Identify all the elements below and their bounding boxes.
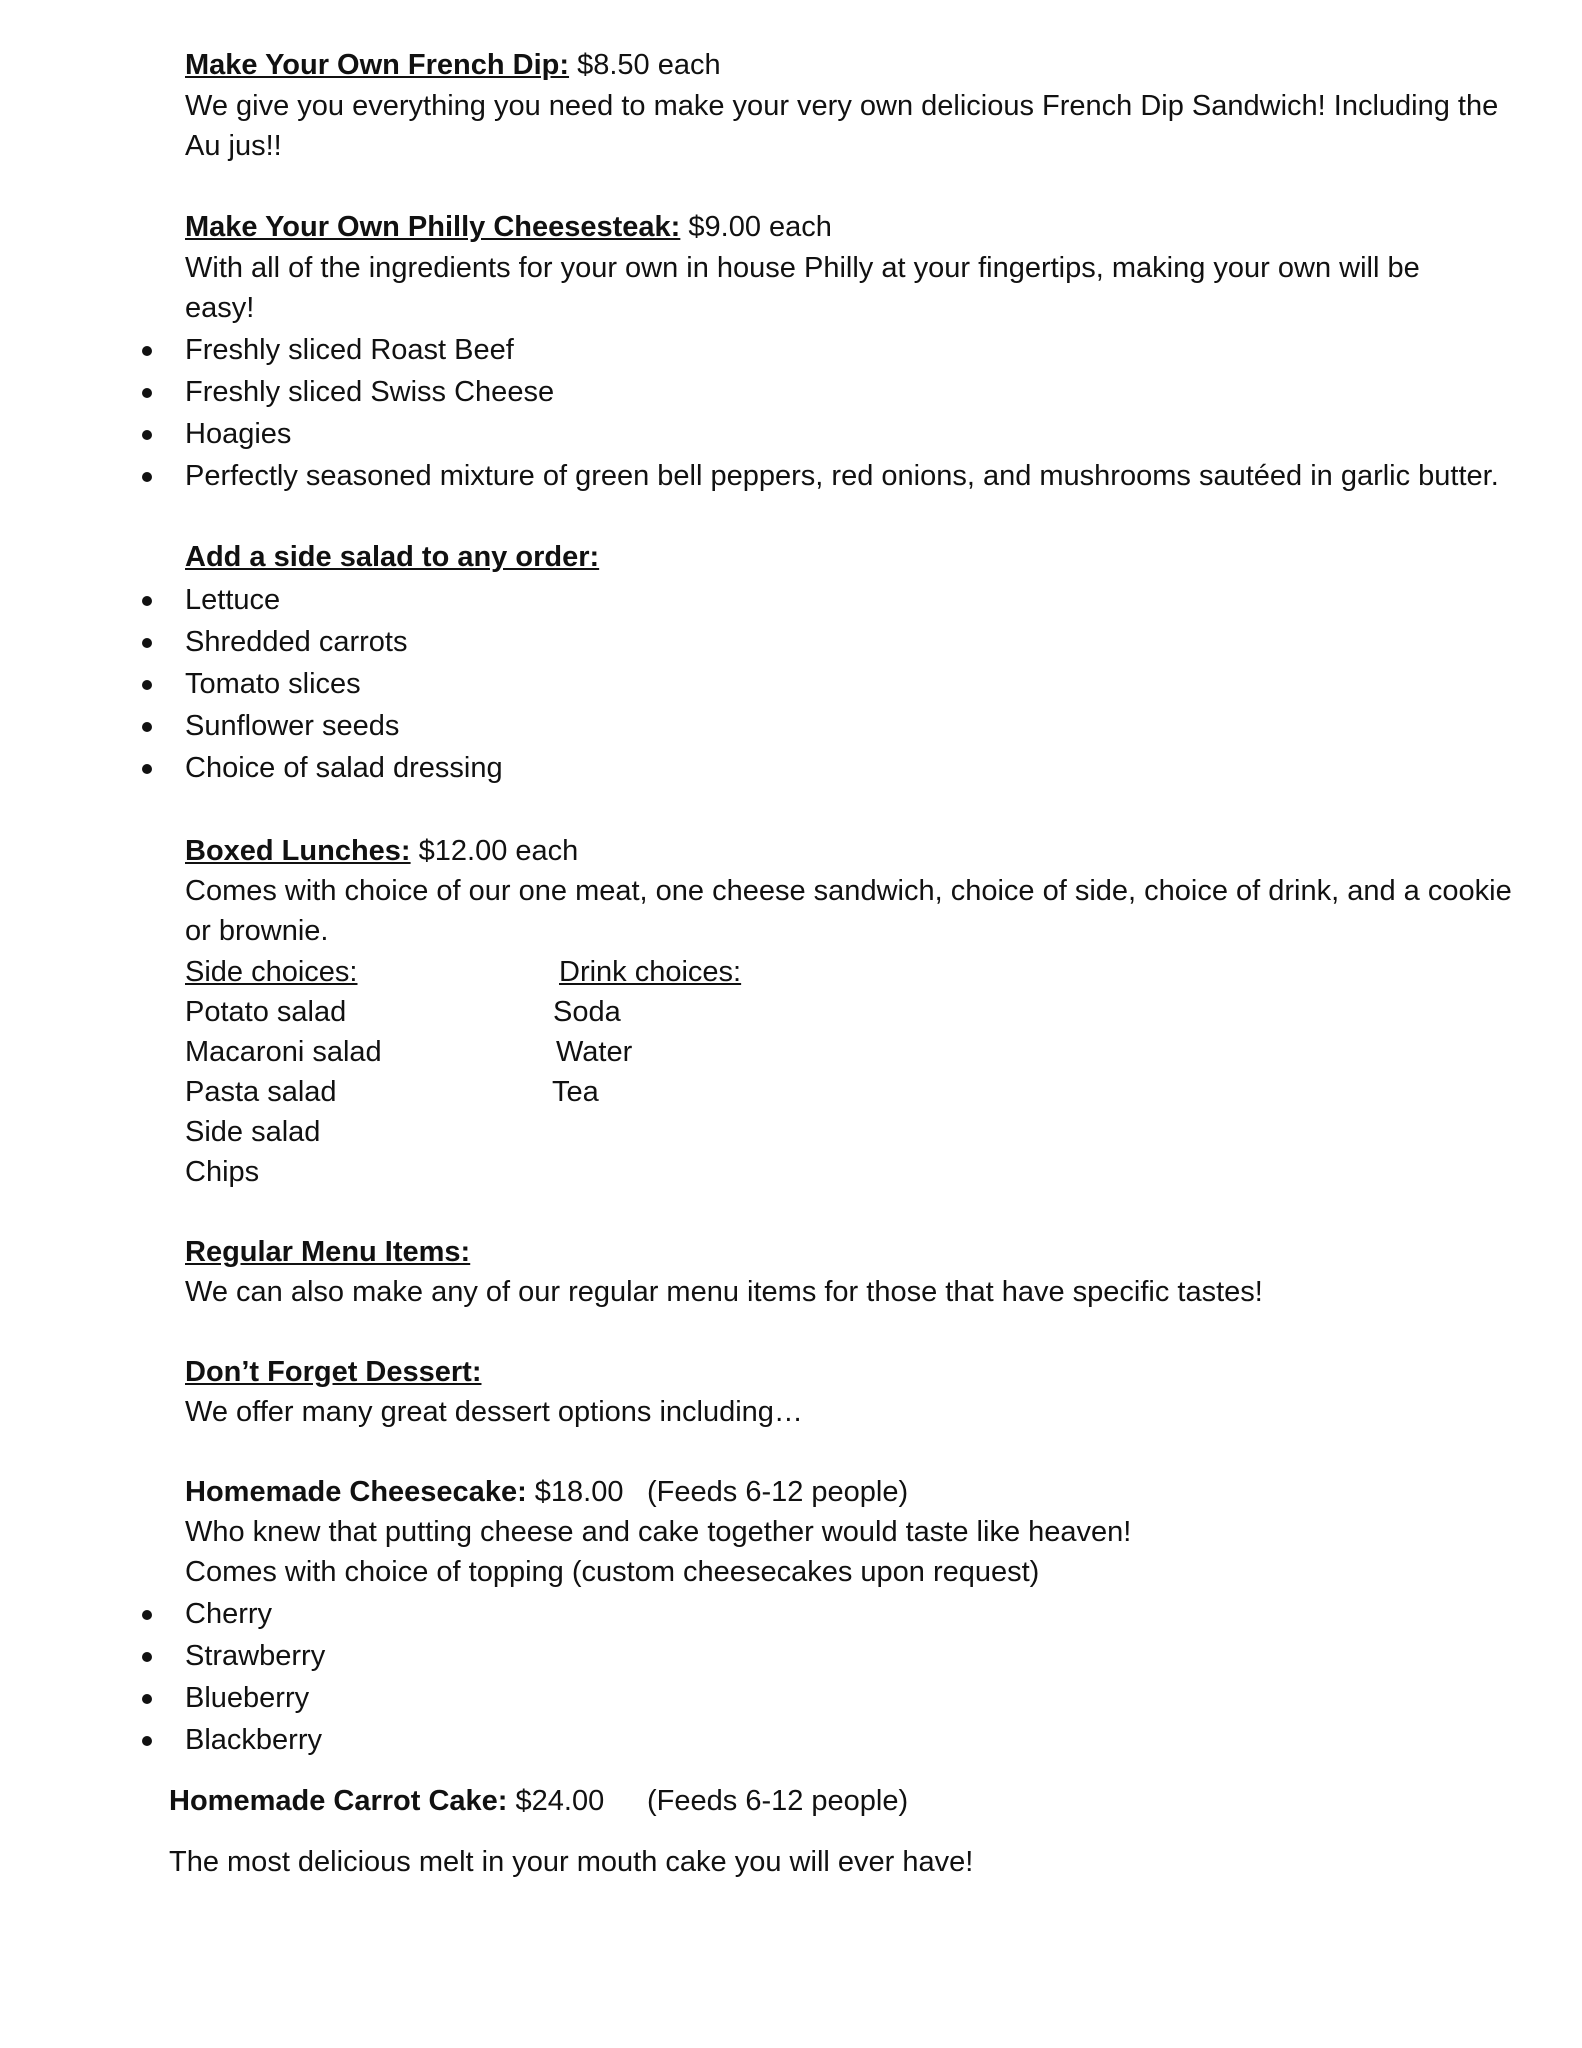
carrot-cake-price: $24.00 <box>507 1785 605 1817</box>
philly-desc-1: With all of the ingredients for your own in house Philly at your fingertips, making your own will be <box>185 252 1420 284</box>
list-item: Choice of salad dressing <box>185 752 503 784</box>
regular-menu-title: Regular Menu Items: <box>185 1236 471 1268</box>
carrot-cake-feeds: (Feeds 6-12 people) <box>647 1785 909 1817</box>
bullet-icon <box>142 596 152 606</box>
carrot-cake-heading-line <box>169 1781 604 1821</box>
drink-choice-item: Tea <box>552 1076 599 1108</box>
side-choice-item: Macaroni salad <box>185 1036 382 1068</box>
list-item: Blackberry <box>185 1724 322 1756</box>
bullet-icon <box>142 680 152 690</box>
boxed-lunches-price: $12.00 each <box>410 835 579 867</box>
dessert-desc: We offer many great dessert options including… <box>185 1396 803 1428</box>
side-choice-item: Side salad <box>185 1116 321 1148</box>
drink-choices-header: Drink choices: <box>559 956 742 988</box>
carrot-cake-desc: The most delicious melt in your mouth cake you will ever have! <box>169 1846 974 1878</box>
french-dip-heading-line <box>185 45 721 85</box>
boxed-lunches-heading-line <box>185 831 578 871</box>
side-choices-header: Side choices: <box>185 956 358 988</box>
bullet-icon <box>142 430 152 440</box>
carrot-cake-title: Homemade Carrot Cake: <box>169 1785 508 1817</box>
side-choice-item: Pasta salad <box>185 1076 337 1108</box>
bullet-icon <box>142 638 152 648</box>
list-item: Hoagies <box>185 418 292 450</box>
drink-choice-item: Soda <box>553 996 621 1028</box>
philly-desc-2: easy! <box>185 292 255 324</box>
cheesecake-desc-1: Who knew that putting cheese and cake together would taste like heaven! <box>185 1516 1132 1548</box>
list-item: Lettuce <box>185 584 281 616</box>
list-item: Blueberry <box>185 1682 310 1714</box>
philly-heading-line <box>185 207 832 247</box>
cheesecake-price: $18.00 <box>526 1476 624 1508</box>
philly-title: Make Your Own Philly Cheesesteak: <box>185 211 681 243</box>
french-dip-price: $8.50 each <box>569 49 721 81</box>
bullet-icon <box>142 764 152 774</box>
list-item: Freshly sliced Roast Beef <box>185 334 514 366</box>
list-item: Cherry <box>185 1598 273 1630</box>
bullet-icon <box>142 1610 152 1620</box>
list-item: Perfectly seasoned mixture of green bell peppers, red onions, and mushrooms sautéed in garlic butter. <box>185 460 1499 492</box>
french-dip-title: Make Your Own French Dip: <box>185 49 570 81</box>
boxed-lunches-desc-1: Comes with choice of our one meat, one cheese sandwich, choice of side, choice of drink, and a cookie <box>185 875 1512 907</box>
side-salad-title: Add a side salad to any order: <box>185 541 600 573</box>
cheesecake-title: Homemade Cheesecake: <box>185 1476 527 1508</box>
drink-choice-item: Water <box>556 1036 633 1068</box>
list-item: Strawberry <box>185 1640 326 1672</box>
bullet-icon <box>142 1652 152 1662</box>
bullet-icon <box>142 388 152 398</box>
bullet-icon <box>142 472 152 482</box>
bullet-icon <box>142 346 152 356</box>
regular-menu-desc: We can also make any of our regular menu items for those that have specific tastes! <box>185 1276 1263 1308</box>
list-item: Tomato slices <box>185 668 361 700</box>
french-dip-desc-2: Au jus!! <box>185 130 282 162</box>
bullet-icon <box>142 722 152 732</box>
philly-price: $9.00 each <box>680 211 832 243</box>
french-dip-desc-1: We give you everything you need to make your very own delicious French Dip Sandwich! Including the <box>185 90 1499 122</box>
list-item: Shredded carrots <box>185 626 408 658</box>
side-choice-item: Potato salad <box>185 996 347 1028</box>
cheesecake-desc-2: Comes with choice of topping (custom cheesecakes upon request) <box>185 1556 1040 1588</box>
list-item: Freshly sliced Swiss Cheese <box>185 376 555 408</box>
bullet-icon <box>142 1736 152 1746</box>
cheesecake-heading-line <box>185 1472 624 1512</box>
side-choice-item: Chips <box>185 1156 260 1188</box>
cheesecake-feeds: (Feeds 6-12 people) <box>647 1476 909 1508</box>
bullet-icon <box>142 1694 152 1704</box>
dessert-title: Don’t Forget Dessert: <box>185 1356 482 1388</box>
boxed-lunches-desc-2: or brownie. <box>185 915 329 947</box>
boxed-lunches-title: Boxed Lunches: <box>185 835 411 867</box>
list-item: Sunflower seeds <box>185 710 400 742</box>
